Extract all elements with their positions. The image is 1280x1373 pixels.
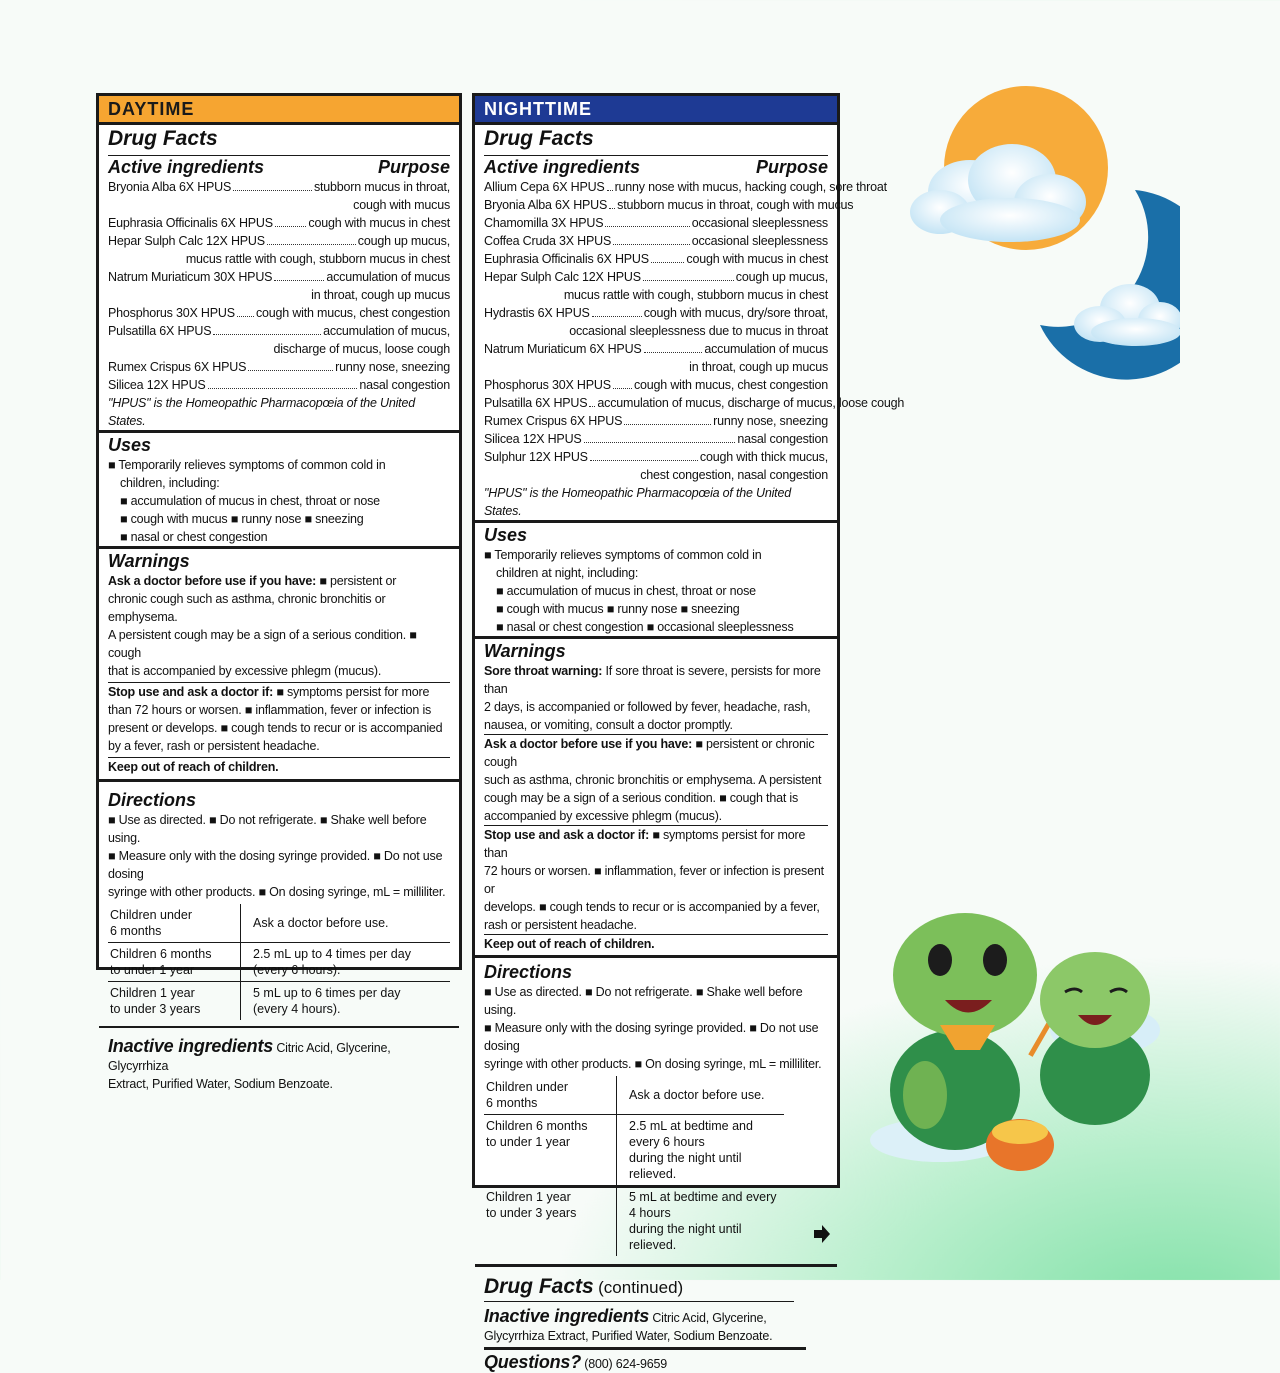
dosage-amount-line: 5 mL up to 6 times per day <box>253 986 401 1000</box>
uses-line: children at night, including: <box>496 566 639 580</box>
inactive-heading: Inactive ingredients <box>484 1306 650 1326</box>
nighttime-warnings-section <box>475 636 837 955</box>
ingredient-purpose: cough with mucus in chest <box>308 216 450 230</box>
purpose-heading: Purpose <box>755 157 828 177</box>
inactive-text: Citric Acid, Glycerine, Glycyrrhiza <box>108 1041 391 1073</box>
ask-doctor-text: such as asthma, chronic bronchitis or emphysema. A persistent <box>484 773 822 787</box>
daytime-warnings-section <box>99 546 459 779</box>
ingredient-purpose: runny nose, sneezing <box>713 414 828 428</box>
daytime-drug-facts-panel <box>96 93 462 1091</box>
keep-out-of-reach: Keep out of reach of children. <box>484 937 655 951</box>
ask-doctor-label: Ask a doctor before use if you have: <box>108 574 317 588</box>
ingredient-name: Bryonia Alba 6X HPUS <box>108 180 232 194</box>
ingredient-purpose-continued: cough with mucus <box>353 198 450 212</box>
uses-item: ■ cough with mucus ■ runny nose ■ sneezing <box>120 512 364 526</box>
ingredient-name: Hydrastis 6X HPUS <box>484 306 590 320</box>
ingredient-name: Pulsatilla 6X HPUS <box>108 324 212 338</box>
ingredient-purpose: runny nose with mucus, hacking cough, sore throat <box>614 180 887 194</box>
nighttime-ingredients-list <box>484 178 905 484</box>
leader-dots <box>643 280 734 281</box>
uses-heading: Uses <box>484 525 528 545</box>
active-ingredients-heading-row <box>484 155 828 178</box>
uses-item: ■ nasal or chest congestion ■ occasional sleeplessness <box>496 620 794 634</box>
ingredient-name: Phosphorus 30X HPUS <box>484 378 611 392</box>
ingredient-row <box>484 250 828 268</box>
dosage-row <box>108 904 450 943</box>
dosage-age <box>108 943 241 982</box>
questions-phone: (800) 624-9659 <box>581 1357 667 1371</box>
leader-dots <box>267 244 356 245</box>
ingredient-purpose: runny nose, sneezing <box>335 360 450 374</box>
ask-doctor-text: A persistent cough may be a sign of a serious condition. ■ cough <box>108 628 417 660</box>
ingredient-purpose-continued: in throat, cough up mucus <box>311 288 450 302</box>
stop-use-text: ■ symptoms persist for more <box>273 685 430 699</box>
sore-throat-text: If sore throat is severe, persists for more than <box>484 664 821 696</box>
ingredient-purpose: cough with mucus in chest <box>686 252 828 266</box>
uses-heading: Uses <box>108 435 152 455</box>
ingredient-purpose-continued: chest congestion, nasal congestion <box>640 468 828 482</box>
inactive-text: Citric Acid, Glycerine, <box>649 1311 767 1325</box>
directions-heading: Directions <box>484 962 573 982</box>
ingredient-purpose: occasional sleeplessness <box>691 216 828 230</box>
ingredient-name: Silicea 12X HPUS <box>484 432 582 446</box>
ingredient-row <box>484 376 828 394</box>
ingredient-purpose-continued: mucus rattle with cough, stubborn mucus in chest <box>185 252 450 266</box>
dosage-row <box>108 943 450 982</box>
dosage-amount-line: during the night until relieved. <box>629 1222 742 1252</box>
ingredient-purpose: cough with mucus, dry/sore throat, <box>643 306 828 320</box>
ingredient-row <box>484 232 828 250</box>
daytime-directions-section <box>99 779 459 1020</box>
ingredient-purpose: cough with mucus, chest congestion <box>255 306 450 320</box>
ingredient-name: Rumex Crispus 6X HPUS <box>484 414 623 428</box>
ingredient-row <box>108 322 450 340</box>
ingredient-purpose-continued: in throat, cough up mucus <box>689 360 828 374</box>
dosage-age <box>108 904 241 943</box>
nighttime-dosage-table <box>484 1076 784 1256</box>
purpose-heading: Purpose <box>377 157 450 177</box>
sun-moon-clouds-illustration <box>900 80 1180 380</box>
stop-use-label: Stop use and ask a doctor if: <box>484 828 650 842</box>
warnings-heading: Warnings <box>484 641 566 661</box>
ask-doctor-label: Ask a doctor before use if you have: <box>484 737 693 751</box>
ask-doctor-text: that is accompanied by excessive phlegm (mucus). <box>108 664 382 678</box>
uses-line: ■ Temporarily relieves symptoms of common cold in <box>484 548 762 562</box>
ingredient-row <box>108 178 450 196</box>
ingredient-name: Phosphorus 30X HPUS <box>108 306 235 320</box>
ingredient-purpose: stubborn mucus in throat, <box>313 180 450 194</box>
ingredient-name: Rumex Crispus 6X HPUS <box>108 360 247 374</box>
dosage-amount <box>617 1076 785 1115</box>
daytime-header: DAYTIME <box>99 96 459 125</box>
leader-dots <box>248 370 333 371</box>
ingredient-row <box>108 232 450 250</box>
nighttime-drug-facts-panel <box>472 93 905 1372</box>
ingredient-row <box>484 196 854 214</box>
nighttime-header: NIGHTTIME <box>475 96 837 125</box>
dosage-age-line: Children 1 year <box>486 1190 571 1204</box>
leader-dots <box>592 316 642 317</box>
ingredient-name: Bryonia Alba 6X HPUS <box>484 198 608 212</box>
dosage-amount-line: Ask a doctor before use. <box>629 1088 765 1102</box>
daytime-drug-facts-title: Drug Facts <box>108 127 218 150</box>
dosage-age-line: to under 3 years <box>110 1002 201 1016</box>
uses-item: ■ accumulation of mucus in chest, throat or nose <box>120 494 380 508</box>
ask-doctor-text: chronic cough such as asthma, chronic bronchitis or emphysema. <box>108 592 386 624</box>
uses-line: ■ Temporarily relieves symptoms of common cold in <box>108 458 386 472</box>
dosage-amount <box>241 982 451 1021</box>
ingredient-purpose-continued: occasional sleeplessness due to mucus in throat <box>569 324 828 338</box>
stop-use-text: ■ symptoms persist for more than <box>484 828 806 860</box>
questions-label: Questions? <box>484 1352 582 1372</box>
active-ingredients-heading: Active ingredients <box>484 157 641 177</box>
dosage-amount <box>241 943 451 982</box>
nighttime-drug-facts-title: Drug Facts <box>484 127 594 150</box>
ingredient-row <box>108 268 450 286</box>
dosage-amount <box>617 1115 785 1186</box>
ingredient-name: Chamomilla 3X HPUS <box>484 216 604 230</box>
leader-dots <box>208 388 358 389</box>
ingredient-purpose: nasal congestion <box>359 378 450 392</box>
food-bowl-icon <box>986 1119 1054 1171</box>
active-ingredients-heading: Active ingredients <box>108 157 265 177</box>
inactive-heading: Inactive ingredients <box>108 1036 274 1056</box>
leader-dots <box>624 424 711 425</box>
ingredient-name: Euphrasia Officinalis 6X HPUS <box>108 216 273 230</box>
daytime-uses-section <box>99 430 459 546</box>
stop-use-label: Stop use and ask a doctor if: <box>108 685 274 699</box>
directions-line: syringe with other products. ■ On dosing syringe, mL = milliliter. <box>108 885 446 899</box>
ask-doctor-text: accompanied by excessive phlegm (mucus). <box>484 809 722 823</box>
turtles-illustration <box>870 900 1160 1190</box>
dosage-age-line: to under 1 year <box>486 1135 571 1149</box>
ingredient-name: Sulphur 12X HPUS <box>484 450 588 464</box>
uses-item: ■ accumulation of mucus in chest, throat or nose <box>496 584 756 598</box>
ingredient-purpose-continued: discharge of mucus, loose cough <box>273 342 450 356</box>
hpus-note: "HPUS" is the Homeopathic Pharmacopœia of the United States. <box>108 396 415 428</box>
ingredient-purpose: stubborn mucus in throat, cough with mucus <box>617 198 854 212</box>
leader-dots <box>605 226 689 227</box>
directions-line: syringe with other products. ■ On dosing syringe, mL = milliliter. <box>484 1057 822 1071</box>
ask-doctor-text: ■ persistent or <box>316 574 397 588</box>
dosage-amount-line: during the night until relieved. <box>629 1151 742 1181</box>
dosage-amount-line: 2.5 mL up to 4 times per day <box>253 947 411 961</box>
ingredient-row <box>484 214 828 232</box>
nighttime-uses-section <box>475 520 837 636</box>
ingredient-name: Euphrasia Officinalis 6X HPUS <box>484 252 649 266</box>
dosage-age-line: to under 1 year <box>110 963 195 977</box>
dosage-age-line: Children 1 year <box>110 986 195 1000</box>
stop-use-text: by a fever, rash or persistent headache. <box>108 739 320 753</box>
inactive-text: Extract, Purified Water, Sodium Benzoate. <box>108 1077 333 1091</box>
stop-use-text: rash or persistent headache. <box>484 918 637 932</box>
leader-dots <box>584 442 736 443</box>
dosage-amount-line: 5 mL at bedtime and every 4 hours <box>629 1190 777 1220</box>
leader-dots <box>233 190 312 191</box>
nighttime-continued-section <box>475 1264 837 1373</box>
ingredient-row <box>108 304 450 322</box>
leader-dots <box>590 460 698 461</box>
dosage-age-line: Children 6 months <box>486 1119 588 1133</box>
dosage-row <box>484 1186 784 1257</box>
leader-dots <box>589 406 595 407</box>
ask-doctor-text: cough may be a sign of a serious condition. ■ cough that is <box>484 791 798 805</box>
ingredient-name: Silicea 12X HPUS <box>108 378 206 392</box>
leader-dots <box>644 352 703 353</box>
directions-line: ■ Use as directed. ■ Do not refrigerate. ■ Shake well before using. <box>484 985 803 1017</box>
arrow-right-icon <box>813 1224 831 1244</box>
dosage-age-line: 6 months <box>110 924 162 938</box>
directions-line: ■ Measure only with the dosing syringe provided. ■ Do not use dosing <box>484 1021 819 1053</box>
dosage-amount-line: (every 4 hours). <box>253 1002 341 1016</box>
uses-line: children, including: <box>120 476 220 490</box>
ingredient-purpose: cough with mucus, chest congestion <box>633 378 828 392</box>
ingredient-purpose-continued: mucus rattle with cough, stubborn mucus in chest <box>563 288 828 302</box>
ingredient-purpose: cough up mucus, <box>735 270 828 284</box>
daytime-dosage-table <box>108 904 450 1020</box>
baby-turtle-icon <box>890 913 1037 1150</box>
dosage-amount-line: (every 6 hours). <box>253 963 341 977</box>
dosage-row <box>108 982 450 1021</box>
dosage-row <box>484 1076 784 1115</box>
ingredient-row <box>484 412 828 430</box>
dosage-age-line: Children under <box>486 1080 568 1094</box>
ingredient-purpose: occasional sleeplessness <box>691 234 828 248</box>
ask-doctor-text: ■ persistent or chronic cough <box>484 737 815 769</box>
dosage-age <box>484 1076 617 1115</box>
uses-item: ■ nasal or chest congestion <box>120 530 268 544</box>
ingredient-name: Allium Cepa 6X HPUS <box>484 180 605 194</box>
active-ingredients-heading-row <box>108 155 450 178</box>
leader-dots <box>213 334 321 335</box>
leader-dots <box>651 262 685 263</box>
nighttime-directions-section <box>475 955 837 1256</box>
directions-line: ■ Use as directed. ■ Do not refrigerate. ■ Shake well before using. <box>108 813 427 845</box>
stop-use-text: present or develops. ■ cough tends to recur or is accompanied <box>108 721 443 735</box>
ingredient-name: Natrum Muriaticum 30X HPUS <box>108 270 273 284</box>
leader-dots <box>607 190 613 191</box>
ingredient-row <box>484 448 828 466</box>
dosage-age <box>108 982 241 1021</box>
ingredient-purpose: accumulation of mucus, <box>323 324 450 338</box>
ingredient-row <box>484 268 828 286</box>
ingredient-row <box>484 430 828 448</box>
continued-label: (continued) <box>598 1278 684 1297</box>
ingredient-row <box>484 340 828 358</box>
sore-throat-label: Sore throat warning: <box>484 664 603 678</box>
dosage-amount <box>617 1186 785 1257</box>
dosage-row <box>484 1115 784 1186</box>
daytime-inactive-section <box>99 1026 459 1093</box>
sore-throat-text: 2 days, is accompanied or followed by fever, headache, rash, <box>484 700 811 714</box>
leader-dots <box>274 280 324 281</box>
warnings-heading: Warnings <box>108 551 190 571</box>
ingredient-purpose: accumulation of mucus, discharge of mucus, loose cough <box>597 396 905 410</box>
dosage-age-line: 6 months <box>486 1096 538 1110</box>
ingredient-row <box>108 214 450 232</box>
ingredient-name: Coffea Cruda 3X HPUS <box>484 234 612 248</box>
uses-item: ■ cough with mucus ■ runny nose ■ sneezing <box>496 602 740 616</box>
stop-use-text: develops. ■ cough tends to recur or is accompanied by a fever, <box>484 900 820 914</box>
daytime-ingredients-list <box>108 178 450 394</box>
dosage-age-line: to under 3 years <box>486 1206 577 1220</box>
dosage-amount-line: 2.5 mL at bedtime and every 6 hours <box>629 1119 753 1149</box>
directions-heading: Directions <box>108 790 197 810</box>
leader-dots <box>613 244 690 245</box>
dosage-age <box>484 1186 617 1257</box>
ingredient-name: Pulsatilla 6X HPUS <box>484 396 588 410</box>
ingredient-row <box>108 376 450 394</box>
leader-dots <box>237 316 254 317</box>
sore-throat-text: nausea, or vomiting, consult a doctor promptly. <box>484 718 733 732</box>
leader-dots <box>275 226 307 227</box>
ingredient-purpose: accumulation of mucus <box>326 270 450 284</box>
dosage-age-line: Children 6 months <box>110 947 212 961</box>
ingredient-row <box>484 304 828 322</box>
ingredient-row <box>484 178 887 196</box>
dosage-amount <box>241 904 451 943</box>
continued-drug-facts-title: Drug Facts <box>484 1275 594 1298</box>
dosage-age <box>484 1115 617 1186</box>
ingredient-purpose: accumulation of mucus <box>704 342 828 356</box>
directions-line: ■ Measure only with the dosing syringe provided. ■ Do not use dosing <box>108 849 443 881</box>
dosage-age-line: Children under <box>110 908 192 922</box>
inactive-text: Glycyrrhiza Extract, Purified Water, Sodium Benzoate. <box>484 1327 806 1350</box>
ingredient-name: Hepar Sulph Calc 12X HPUS <box>108 234 265 248</box>
stop-use-text: 72 hours or worsen. ■ inflammation, fever or infection is present or <box>484 864 824 896</box>
ingredient-row <box>484 394 905 412</box>
ingredient-purpose: nasal congestion <box>737 432 828 446</box>
ingredient-purpose: cough up mucus, <box>357 234 450 248</box>
keep-out-of-reach: Keep out of reach of children. <box>108 760 279 774</box>
leader-dots <box>609 208 615 209</box>
ingredient-name: Hepar Sulph Calc 12X HPUS <box>484 270 641 284</box>
ingredient-name: Natrum Muriaticum 6X HPUS <box>484 342 642 356</box>
ingredient-row <box>108 358 450 376</box>
hpus-note: "HPUS" is the Homeopathic Pharmacopœia of the United States. <box>484 486 791 518</box>
ingredient-purpose: cough with thick mucus, <box>699 450 828 464</box>
dosage-amount-line: Ask a doctor before use. <box>253 916 389 930</box>
stop-use-text: than 72 hours or worsen. ■ inflammation, fever or infection is <box>108 703 432 717</box>
leader-dots <box>613 388 632 389</box>
